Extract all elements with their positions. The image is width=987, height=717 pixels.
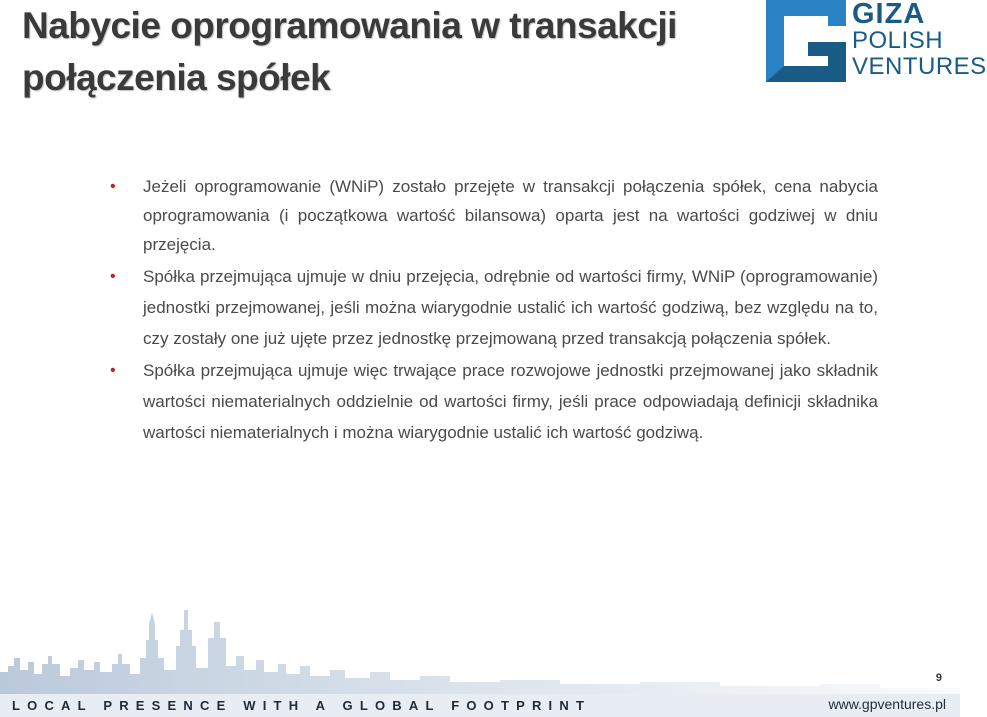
slide-title: Nabycie oprogramowania w transakcji połączenia spółek [22,5,677,98]
bullet-text-2: Spółka przejmująca ujmuje w dniu przejęcia, odrębnie od wartości firmy, WNiP (oprogramowanie) jednostki przejmowanej, jeśli można wiarygodnie ustalić ich wartość godziwą, bez względu na to, czy zostały one już ujęte przez jednostkę przejmowaną przed transakcją połączenia spółek. [143,267,878,348]
bullet-dot-icon: • [110,362,116,379]
logo-giza: GIZA [852,0,926,30]
giza-logo-text [852,0,987,80]
bullet-item-1 [110,172,878,259]
logo-ventures: VENTURES [852,53,987,80]
bullet-item-3 [110,355,878,448]
footer-url-link[interactable]: www.gpventures.pl [828,696,946,712]
bullet-text-1: Jeżeli oprogramowanie (WNiP) zostało przejęte w transakcji połączenia spółek, cena nabycia oprogramowania (i początkowa wartość bilansowa) oparta jest na wartości godziwej w dniu przejęcia. [143,177,878,254]
bullet-dot-icon: • [110,178,116,195]
bullet-list [110,172,878,448]
logo-polish: POLISH [852,27,944,54]
giza-logo-mark-icon [766,0,846,82]
city-skyline-icon [0,600,960,696]
giza-logo [766,0,987,82]
bullet-text-3: Spółka przejmująca ujmuje więc trwające prace rozwojowe jednostki przejmowanej jako składnik wartości niematerialnych oddzielnie od wartości firmy, jeśli prace odpowiadają definicji składnika wartości niematerialnych i można wiarygodnie ustalić ich wartość godziwą. [143,361,878,442]
bullet-dot-icon: • [110,268,116,285]
page-number: 9 [935,672,942,684]
bullet-item-2 [110,261,878,354]
footer-tagline: LOCAL PRESENCE WITH A GLOBAL FOOTPRINT [12,698,592,713]
